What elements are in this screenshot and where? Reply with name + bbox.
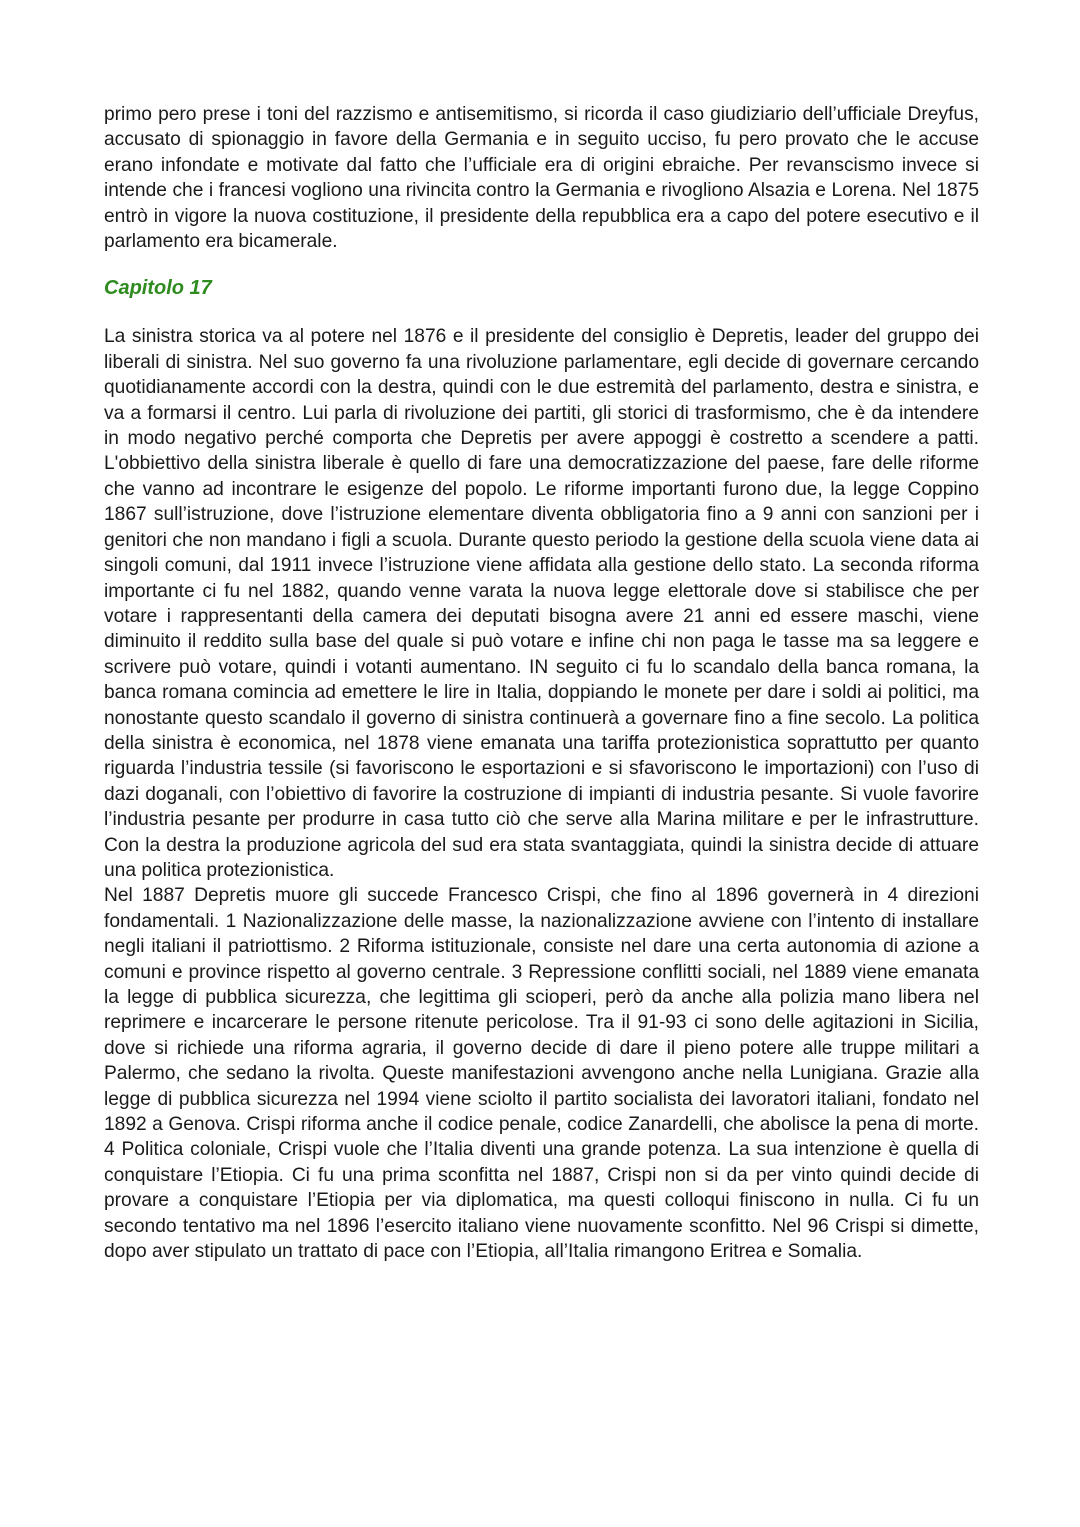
- chapter-heading: Capitolo 17: [104, 277, 212, 300]
- paragraph-sinistra-storica: La sinistra storica va al potere nel 1876 e il presidente del consiglio è Depretis, leader del gruppo dei liberali di sinistra. Nel suo governo fa una rivoluzione parlamentare, egli decide di governare cercando quotidianamente accordi con la destra, quindi con le due estremità del parlamento, destra e sinistra, e va a formarsi il centro. Lui parla di rivoluzione dei partiti, gli storici di trasformismo, che è da intendere in modo negativo perché comporta che Depretis per avere appoggi è costretto a scendere a patti. L'obbiettivo della sinistra liberale è quello di fare una democratizzazione del paese, fare delle riforme che vanno ad incontrare le esigenze del popolo. Le riforme importanti furono due, la legge Coppino 1867 sull’istruzione, dove l’istruzione elementare diventa obbligatoria fino a 9 anni con sanzioni per i genitori che non mandano i figli a scuola. Durante questo periodo la gestione della scuola viene data ai singoli comuni, dal 1911 invece l’istruzione viene affidata alla gestione dello stato. La seconda riforma importante ci fu nel 1882, quando venne varata la nuova legge elettorale dove si stabilisce che per votare i rappresentanti della camera dei deputati bisogna avere 21 anni ed essere maschi, viene diminuito il reddito sulla base del quale si può votare e infine chi non paga le tasse ma sa leggere e scrivere può votare, quindi i votanti aumentano. IN seguito ci fu lo scandalo della banca romana, la banca romana comincia ad emettere le lire in Italia, doppiando le monete per dare i soldi ai politici, ma nonostante questo scandalo il governo di sinistra continuerà a governare fino a fine secolo. La politica della sinistra è economica, nel 1878 viene emanata una tariffa protezionistica soprattutto per quanto riguarda l’industria tessile (si favoriscono le esportazioni e si sfavoriscono le importazioni) con l’uso di dazi doganali, con l’obiettivo di favorire la costruzione di impianti di industria pesante. Si vuole favorire l’industria pesante per produrre in casa tutto ciò che serve alla Marina militare e per le infrastrutture. Con la destra la produzione agricola del sud era stata svantaggiata, quindi la sinistra decide di attuare una politica protezionistica.: [104, 326, 979, 881]
- paragraph-intro: primo pero prese i toni del razzismo e antisemitismo, si ricorda il caso giudiziario dell’ufficiale Dreyfus, accusato di spionaggio in favore della Germania e in seguito ucciso, fu pero provato che le accuse erano infondate e motivate dal fatto che l’ufficiale era di origini ebraiche. Per revanscismo invece si intende che i francesi vogliono una rivincita contro la Germania e rivogliono Alsazia e Lorena. Nel 1875 entrò in vigore la nuova costituzione, il presidente della repubblica era a capo del potere esecutivo e il parlamento era bicamerale.: [104, 104, 979, 253]
- paragraph-crispi: Nel 1887 Depretis muore gli succede Francesco Crispi, che fino al 1896 governerà in 4 direzioni fondamentali. 1 Nazionalizzazione delle masse, la nazionalizzazione avviene con l’intento di installare negli italiani il patriottismo. 2 Riforma istituzionale, consiste nel dare una certa autonomia di azione a comuni e province rispetto al governo centrale. 3 Repressione conflitti sociali, nel 1889 viene emanata la legge di pubblica sicurezza, che legittima gli scioperi, però da anche alla polizia mano libera nel reprimere e incarcerare le persone ritenute pericolose. Tra il 91-93 ci sono delle agitazioni in Sicilia, dove si richiede una riforma agraria, il governo decide di dare il pieno potere alle truppe militari a Palermo, che sedano la rivolta. Queste manifestazioni avvengono anche nella Lunigiana. Grazie alla legge di pubblica sicurezza nel 1994 viene sciolto il partito socialista dei lavoratori italiani, fondato nel 1892 a Genova. Crispi riforma anche il codice penale, codice Zanardelli, che abolisce la pena di morte. 4 Politica coloniale, Crispi vuole che l’Italia diventi una grande potenza. La sua intenzione è quella di conquistare l’Etiopia. Ci fu una prima sconfitta nel 1887, Crispi non si da per vinto quindi decide di provare a conquistare l’Etiopia per via diplomatica, ma questi colloqui finiscono in nulla. Ci fu un secondo tentativo ma nel 1896 l’esercito italiano viene nuovamente sconfitto. Nel 96 Crispi si dimette, dopo aver stipulato un trattato di pace con l’Etiopia, all’Italia rimangono Eritrea e Somalia.: [104, 885, 979, 1263]
- document-page: [104, 102, 979, 1264]
